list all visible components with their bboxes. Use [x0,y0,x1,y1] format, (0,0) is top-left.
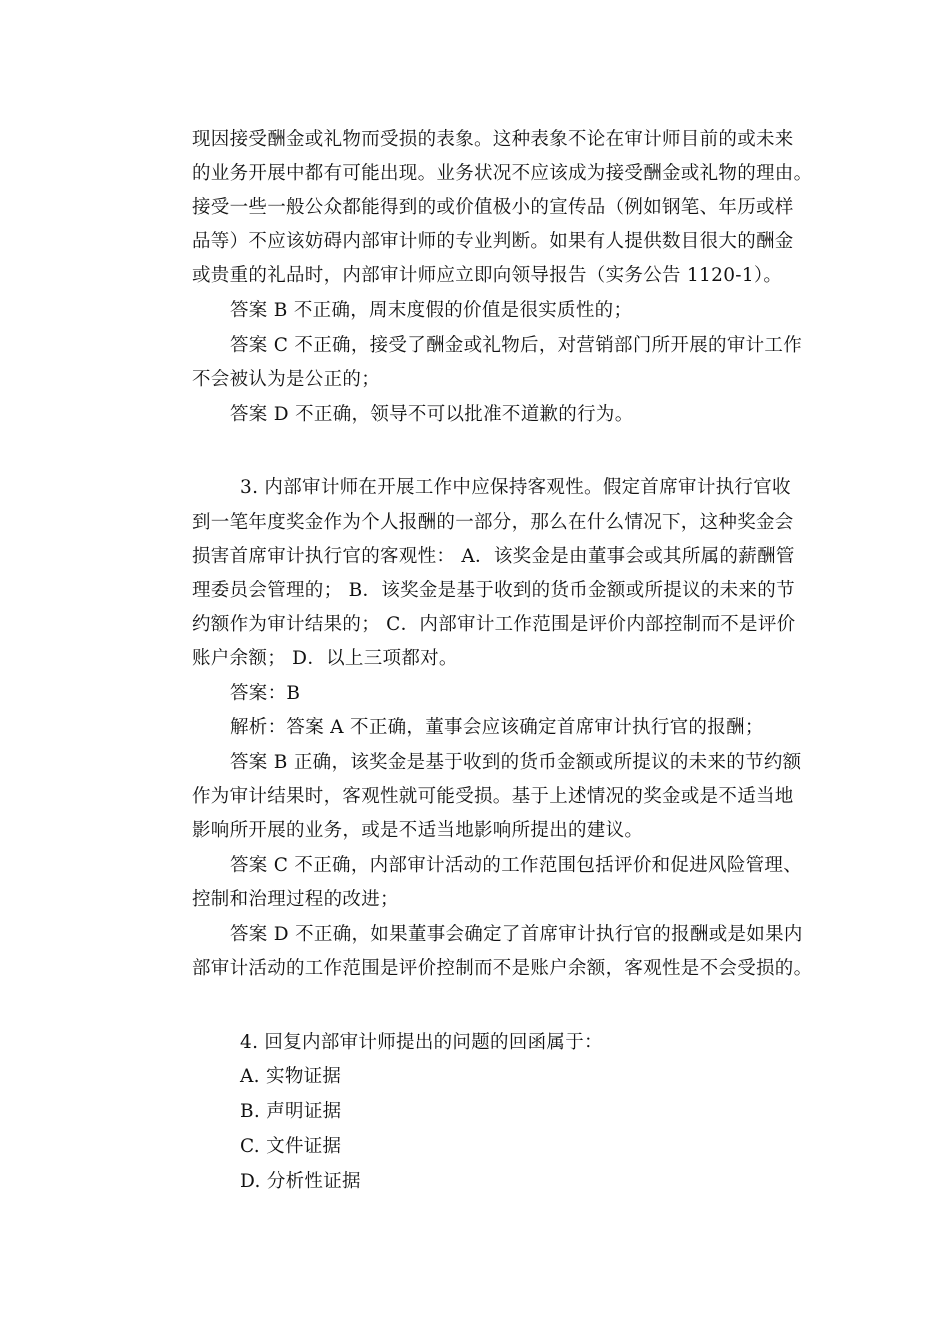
question-3-line: 理委员会管理的； B．该奖金是基于收到的货币金额或所提议的未来的节 [192,580,795,601]
question-3-line: 3. 内部审计师在开展工作中应保持客观性。假定首席审计执行官收 [240,477,791,498]
paragraph-line: 或贵重的礼品时，内部审计师应立即向领导报告（实务公告 1120-1）。 [192,265,783,286]
answer-b-explanation: 答案 B 不正确，周末度假的价值是很实质性的； [230,300,633,321]
answer-c-explanation: 答案 C 不正确，接受了酬金或礼物后，对营销部门所开展的审计工作 [230,335,803,356]
question-3-answer: 答案：B [230,683,301,704]
question-3-line: 账户余额； D．以上三项都对。 [192,648,458,669]
paragraph-line: 品等）不应该妨碍内部审计师的专业判断。如果有人提供数目很大的酬金 [192,231,794,252]
question-3-answer-b-cont: 影响所开展的业务，或是不适当地影响所提出的建议。 [192,820,644,841]
question-3-answer-b-cont: 作为审计结果时，客观性就可能受损。基于上述情况的奖金或是不适当地 [192,786,794,807]
question-3-answer-b: 答案 B 正确，该奖金是基于收到的货币金额或所提议的未来的节约额 [230,752,802,773]
question-3-line: 到一笔年度奖金作为个人报酬的一部分，那么在什么情况下，这种奖金会 [192,512,794,533]
paragraph-line: 接受一些一般公众都能得到的或价值极小的宣传品（例如钢笔、年历或样 [192,197,794,218]
answer-d-explanation: 答案 D 不正确，领导不可以批准不道歉的行为。 [230,404,634,425]
paragraph-line: 现因接受酬金或礼物而受损的表象。这种表象不论在审计师目前的或未来 [192,129,794,150]
question-3-line: 约额作为审计结果的； C．内部审计工作范围是评价内部控制而不是评价 [192,614,796,635]
question-4-option-b: B. 声明证据 [240,1101,342,1122]
question-4-option-d: D. 分析性证据 [240,1171,361,1192]
question-3-analysis-a: 解析：答案 A 不正确，董事会应该确定首席审计执行官的报酬； [230,717,764,738]
question-3-answer-d-cont: 部审计活动的工作范围是评价控制而不是账户余额，客观性是不会受损的。 [192,958,813,979]
question-3-answer-d: 答案 D 不正确，如果董事会确定了首席审计执行官的报酬或是如果内 [230,924,803,945]
question-3-line: 损害首席审计执行官的客观性： A．该奖金是由董事会或其所属的薪酬管 [192,546,795,567]
question-3-answer-c-cont: 控制和治理过程的改进； [192,889,399,910]
question-4-option-a: A. 实物证据 [240,1066,342,1087]
question-4-option-c: C. 文件证据 [240,1136,342,1157]
question-3-answer-c: 答案 C 不正确，内部审计活动的工作范围包括评价和促进风险管理、 [230,855,803,876]
paragraph-line: 的业务开展中都有可能出现。业务状况不应该成为接受酬金或礼物的理由。 [192,163,813,184]
answer-c-explanation-cont: 不会被认为是公正的； [192,369,381,390]
question-4-text: 4. 回复内部审计师提出的问题的回函属于： [240,1032,603,1053]
